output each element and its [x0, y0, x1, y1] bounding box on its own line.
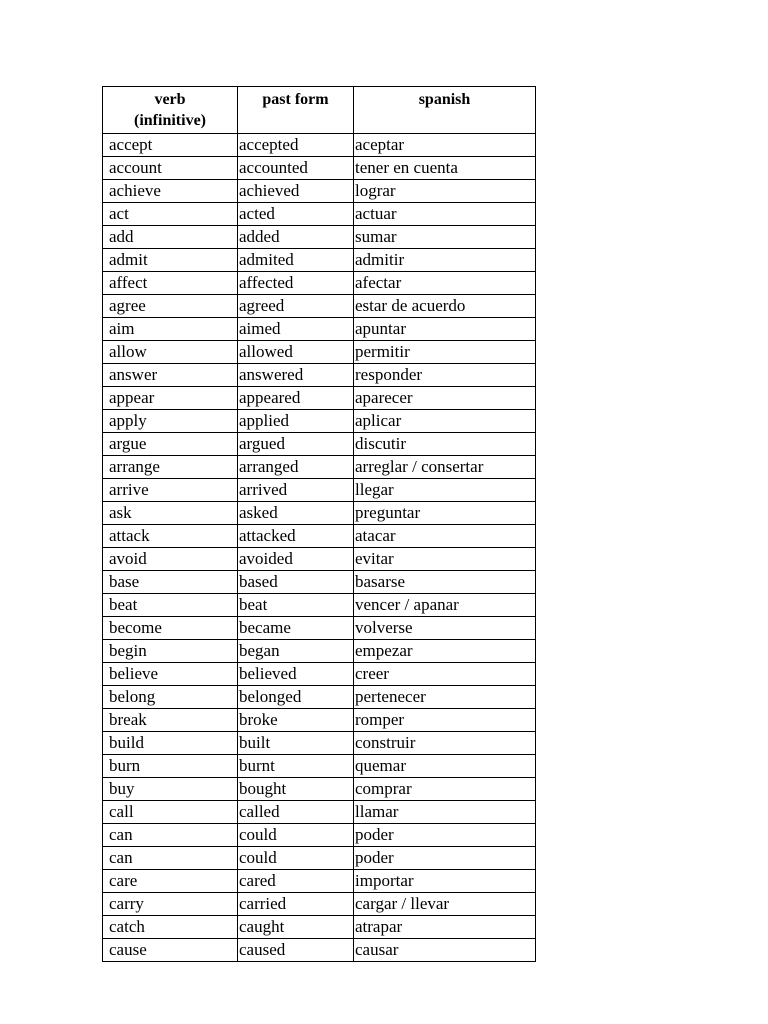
past-form-cell: burnt [238, 755, 354, 778]
verb-cell: accept [103, 134, 238, 157]
spanish-cell: estar de acuerdo [354, 295, 536, 318]
header-verb-sublabel: (infinitive) [134, 112, 206, 129]
table-row [103, 571, 536, 594]
verb-cell: arrive [103, 479, 238, 502]
verb-cell: care [103, 870, 238, 893]
verb-cell: allow [103, 341, 238, 364]
table-row [103, 272, 536, 295]
table-row [103, 663, 536, 686]
table-row [103, 709, 536, 732]
table-row [103, 847, 536, 870]
table-row [103, 180, 536, 203]
spanish-cell: romper [354, 709, 536, 732]
table-header-row [103, 87, 536, 134]
verb-cell: ask [103, 502, 238, 525]
spanish-cell: lograr [354, 180, 536, 203]
spanish-cell: importar [354, 870, 536, 893]
table-row [103, 410, 536, 433]
table-row [103, 433, 536, 456]
spanish-cell: llamar [354, 801, 536, 824]
verb-cell: answer [103, 364, 238, 387]
table-row [103, 318, 536, 341]
table-row [103, 640, 536, 663]
verb-cell: carry [103, 893, 238, 916]
spanish-cell: admitir [354, 249, 536, 272]
spanish-cell: empezar [354, 640, 536, 663]
spanish-cell: arreglar / consertar [354, 456, 536, 479]
table-row [103, 617, 536, 640]
table-row [103, 548, 536, 571]
past-form-cell: began [238, 640, 354, 663]
spanish-cell: afectar [354, 272, 536, 295]
spanish-cell: cargar / llevar [354, 893, 536, 916]
past-form-cell: achieved [238, 180, 354, 203]
spanish-cell: sumar [354, 226, 536, 249]
spanish-cell: llegar [354, 479, 536, 502]
table-row [103, 686, 536, 709]
spanish-cell: creer [354, 663, 536, 686]
verb-cell: can [103, 824, 238, 847]
table-row [103, 479, 536, 502]
verb-cell: call [103, 801, 238, 824]
spanish-cell: preguntar [354, 502, 536, 525]
table-row [103, 732, 536, 755]
past-form-cell: based [238, 571, 354, 594]
past-form-cell: believed [238, 663, 354, 686]
table-row [103, 157, 536, 180]
spanish-cell: quemar [354, 755, 536, 778]
spanish-cell: evitar [354, 548, 536, 571]
past-form-cell: belonged [238, 686, 354, 709]
spanish-cell: basarse [354, 571, 536, 594]
verb-cell: appear [103, 387, 238, 410]
spanish-cell: construir [354, 732, 536, 755]
past-form-cell: added [238, 226, 354, 249]
table-row [103, 203, 536, 226]
table-row [103, 870, 536, 893]
verb-cell: begin [103, 640, 238, 663]
header-past-form: past form [238, 87, 354, 134]
spanish-cell: vencer / apanar [354, 594, 536, 617]
table-row [103, 755, 536, 778]
spanish-cell: atrapar [354, 916, 536, 939]
table-row [103, 226, 536, 249]
past-form-cell: accepted [238, 134, 354, 157]
spanish-cell: atacar [354, 525, 536, 548]
past-form-cell: called [238, 801, 354, 824]
verb-cell: break [103, 709, 238, 732]
verb-cell: burn [103, 755, 238, 778]
table-body [103, 134, 536, 962]
header-verb [103, 87, 238, 134]
table-row [103, 893, 536, 916]
past-form-cell: arrived [238, 479, 354, 502]
past-form-cell: caused [238, 939, 354, 962]
past-form-cell: carried [238, 893, 354, 916]
verb-cell: achieve [103, 180, 238, 203]
table-row [103, 295, 536, 318]
past-form-cell: accounted [238, 157, 354, 180]
table-row [103, 824, 536, 847]
verb-cell: account [103, 157, 238, 180]
table-row [103, 778, 536, 801]
spanish-cell: volverse [354, 617, 536, 640]
spanish-cell: tener en cuenta [354, 157, 536, 180]
past-form-cell: built [238, 732, 354, 755]
past-form-cell: beat [238, 594, 354, 617]
verb-cell: avoid [103, 548, 238, 571]
table-row [103, 525, 536, 548]
verb-cell: cause [103, 939, 238, 962]
verb-cell: add [103, 226, 238, 249]
verb-cell: become [103, 617, 238, 640]
verb-cell: arrange [103, 456, 238, 479]
spanish-cell: causar [354, 939, 536, 962]
verb-cell: affect [103, 272, 238, 295]
spanish-cell: permitir [354, 341, 536, 364]
spanish-cell: comprar [354, 778, 536, 801]
table-row [103, 249, 536, 272]
past-form-cell: admited [238, 249, 354, 272]
spanish-cell: aceptar [354, 134, 536, 157]
verb-cell: catch [103, 916, 238, 939]
past-form-cell: caught [238, 916, 354, 939]
past-form-cell: could [238, 824, 354, 847]
past-form-cell: appeared [238, 387, 354, 410]
table-row [103, 134, 536, 157]
verb-cell: can [103, 847, 238, 870]
spanish-cell: aparecer [354, 387, 536, 410]
verb-cell: apply [103, 410, 238, 433]
past-form-cell: argued [238, 433, 354, 456]
verb-cell: agree [103, 295, 238, 318]
header-verb-label: verb [154, 91, 186, 108]
header-spanish: spanish [354, 87, 536, 134]
past-form-cell: aimed [238, 318, 354, 341]
verb-cell: base [103, 571, 238, 594]
spanish-cell: poder [354, 847, 536, 870]
table-row [103, 364, 536, 387]
spanish-cell: aplicar [354, 410, 536, 433]
verb-cell: belong [103, 686, 238, 709]
spanish-cell: poder [354, 824, 536, 847]
verb-cell: beat [103, 594, 238, 617]
past-form-cell: cared [238, 870, 354, 893]
spanish-cell: discutir [354, 433, 536, 456]
verb-cell: believe [103, 663, 238, 686]
past-form-cell: avoided [238, 548, 354, 571]
verb-cell: aim [103, 318, 238, 341]
past-form-cell: allowed [238, 341, 354, 364]
table-row [103, 939, 536, 962]
table-row [103, 502, 536, 525]
past-form-cell: acted [238, 203, 354, 226]
verb-cell: buy [103, 778, 238, 801]
past-form-cell: applied [238, 410, 354, 433]
table-row [103, 916, 536, 939]
past-form-cell: answered [238, 364, 354, 387]
spanish-cell: pertenecer [354, 686, 536, 709]
verb-cell: act [103, 203, 238, 226]
verb-table [102, 86, 536, 962]
past-form-cell: arranged [238, 456, 354, 479]
verb-cell: build [103, 732, 238, 755]
spanish-cell: responder [354, 364, 536, 387]
table-row [103, 341, 536, 364]
table-row [103, 456, 536, 479]
table-row [103, 594, 536, 617]
verb-cell: admit [103, 249, 238, 272]
past-form-cell: bought [238, 778, 354, 801]
past-form-cell: agreed [238, 295, 354, 318]
verb-cell: argue [103, 433, 238, 456]
table-row [103, 801, 536, 824]
past-form-cell: could [238, 847, 354, 870]
past-form-cell: broke [238, 709, 354, 732]
past-form-cell: affected [238, 272, 354, 295]
past-form-cell: became [238, 617, 354, 640]
past-form-cell: asked [238, 502, 354, 525]
spanish-cell: actuar [354, 203, 536, 226]
table-row [103, 387, 536, 410]
spanish-cell: apuntar [354, 318, 536, 341]
past-form-cell: attacked [238, 525, 354, 548]
verb-cell: attack [103, 525, 238, 548]
